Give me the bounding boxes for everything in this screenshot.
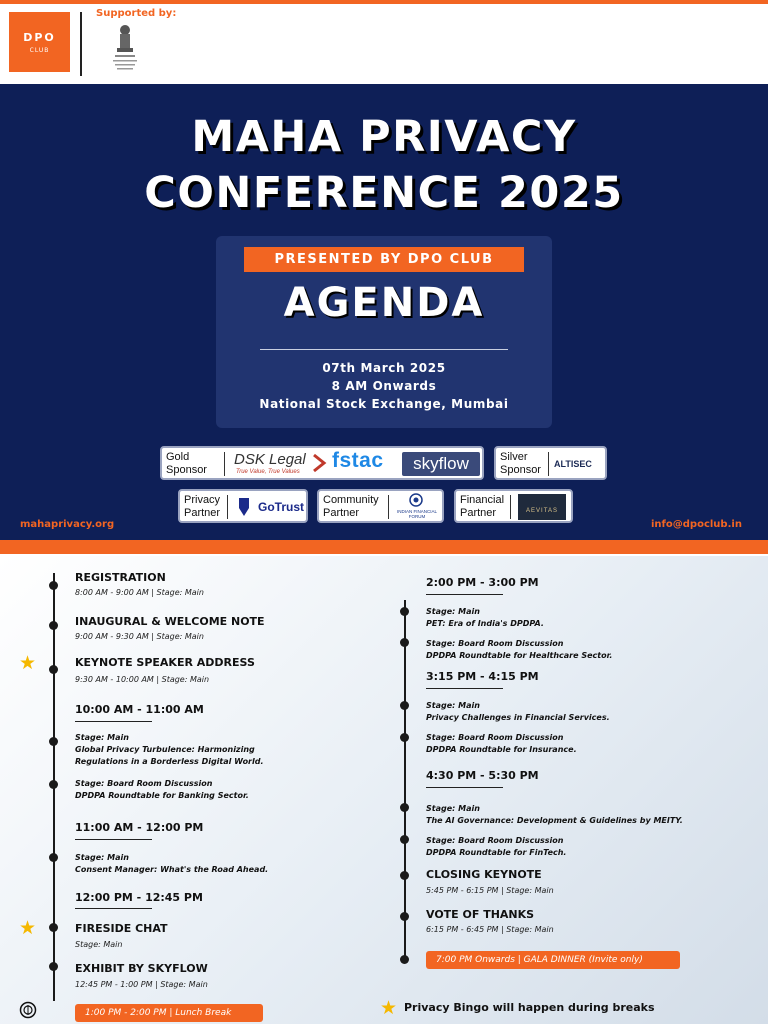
gold-sponsor-label: Gold Sponsor <box>166 451 207 476</box>
session-stage: Stage: Board Room Discussion <box>426 733 564 742</box>
slot-underline <box>426 787 503 788</box>
event-venue: National Stock Exchange, Mumbai <box>259 397 509 411</box>
session-title: The AI Governance: Development & Guidelines by MEITY. <box>426 816 683 825</box>
slot-time: 11:00 AM - 12:00 PM <box>75 821 204 834</box>
agenda-heading: AGENDA <box>283 280 485 326</box>
closing-keynote-title: CLOSING KEYNOTE <box>426 868 542 881</box>
fireside-stage: Stage: Main <box>75 940 123 949</box>
star-icon: ★ <box>19 917 37 939</box>
conference-title-line1: MAHA PRIVACY <box>191 112 577 162</box>
community-partner-box <box>317 489 444 523</box>
sponsor-divider <box>510 495 511 519</box>
session-title: DPDPA Roundtable for Healthcare Sector. <box>426 651 613 660</box>
star-icon: ★ <box>380 997 398 1019</box>
registration-title: REGISTRATION <box>75 571 166 584</box>
sponsor-divider <box>388 495 389 519</box>
silver-sponsor-label: Silver Sponsor <box>500 451 541 476</box>
session-stage: Stage: Main <box>426 701 480 710</box>
session-title: DPDPA Roundtable for Banking Sector. <box>75 791 249 800</box>
timeline-dot <box>49 737 58 746</box>
dsk-legal-tagline: True Value, True Values <box>236 469 300 475</box>
keynote-time: 9:30 AM - 10:00 AM | Stage: Main <box>75 675 210 684</box>
slot-underline <box>426 594 503 595</box>
inaugural-title: INAUGURAL & WELCOME NOTE <box>75 615 265 628</box>
slot-time: 12:00 PM - 12:45 PM <box>75 891 203 904</box>
slot-time: 2:00 PM - 3:00 PM <box>426 576 539 589</box>
dsk-legal-logo: DSK Legal <box>234 451 306 468</box>
community-partner-label: Community Partner <box>323 494 379 519</box>
card-divider <box>260 349 508 350</box>
gold-sponsor-box <box>160 446 484 480</box>
email-link[interactable]: info@dpoclub.in <box>651 519 742 530</box>
timeline-dot <box>400 955 409 964</box>
vote-of-thanks-time: 6:15 PM - 6:45 PM | Stage: Main <box>426 925 554 934</box>
presented-by-badge: PRESENTED BY DPO CLUB <box>244 247 524 272</box>
exhibit-title: EXHIBIT BY SKYFLOW <box>75 962 208 975</box>
session-title: DPDPA Roundtable for FinTech. <box>426 848 567 857</box>
timeline-dot <box>49 581 58 590</box>
timeline-dot <box>400 871 409 880</box>
timeline-dot <box>49 780 58 789</box>
fstac-logo: fstac <box>332 449 384 472</box>
timeline-dot <box>49 853 58 862</box>
dsk-chevron-icon <box>312 453 328 473</box>
session-stage: Stage: Board Room Discussion <box>426 836 564 845</box>
slot-time: 3:15 PM - 4:15 PM <box>426 670 539 683</box>
privacy-bingo-note: Privacy Bingo will happen during breaks <box>404 1001 655 1014</box>
session-title: Global Privacy Turbulence: Harmonizing <box>75 745 255 754</box>
timeline-dot <box>49 962 58 971</box>
financial-partner-label: Financial Partner <box>460 494 505 519</box>
sponsor-divider <box>227 495 228 519</box>
fireside-title: FIRESIDE CHAT <box>75 922 168 935</box>
privacy-partner-box <box>178 489 308 523</box>
lunch-icon <box>19 1001 37 1019</box>
logo-bottom-text: CLUB <box>29 47 50 54</box>
privacy-partner-label: Privacy Partner <box>184 494 221 519</box>
logo-top-text: DPO <box>23 31 56 44</box>
timeline-dot <box>49 923 58 932</box>
timeline-dot <box>400 912 409 921</box>
timeline-dot <box>49 621 58 630</box>
header-divider <box>80 12 82 76</box>
conference-title-line2: CONFERENCE 2025 <box>144 168 624 218</box>
timeline-dot <box>400 638 409 647</box>
supported-by-label: Supported by: <box>96 8 177 19</box>
session-title: PET: Era of India's DPDPA. <box>426 619 544 628</box>
dpo-club-logo <box>9 12 70 72</box>
slot-underline <box>426 688 503 689</box>
registration-time: 8:00 AM - 9:00 AM | Stage: Main <box>75 588 204 597</box>
session-title: Regulations in a Borderless Digital World. <box>75 757 264 766</box>
website-link[interactable]: mahaprivacy.org <box>20 519 115 530</box>
session-stage: Stage: Main <box>75 733 129 742</box>
session-title: Consent Manager: What's the Road Ahead. <box>75 865 269 874</box>
orange-divider-strip <box>0 540 768 554</box>
session-title: DPDPA Roundtable for Insurance. <box>426 745 577 754</box>
slot-time: 10:00 AM - 11:00 AM <box>75 703 204 716</box>
session-stage: Stage: Main <box>75 853 129 862</box>
silver-sponsor-box <box>494 446 607 480</box>
exhibit-time: 12:45 PM - 1:00 PM | Stage: Main <box>75 980 208 989</box>
event-date: 07th March 2025 <box>322 361 446 375</box>
session-stage: Stage: Main <box>426 804 480 813</box>
altisec-logo: ALTISEC <box>554 459 592 469</box>
financial-partner-box <box>454 489 573 523</box>
slot-time: 4:30 PM - 5:30 PM <box>426 769 539 782</box>
indian-financial-forum-icon <box>409 493 423 507</box>
government-emblem-icon <box>110 22 140 74</box>
slot-underline <box>75 908 152 909</box>
gotrust-icon <box>236 496 252 518</box>
slot-underline <box>75 721 152 722</box>
gala-dinner-pill: 7:00 PM Onwards | GALA DINNER (Invite only) <box>426 951 680 969</box>
aevitas-logo: AEVITAS <box>518 494 566 520</box>
gotrust-logo: GoTrust <box>258 500 305 514</box>
sponsor-divider <box>224 452 225 476</box>
timeline-dot <box>400 607 409 616</box>
keynote-title: KEYNOTE SPEAKER ADDRESS <box>75 656 255 669</box>
event-time: 8 AM Onwards <box>331 379 437 393</box>
timeline-dot <box>400 803 409 812</box>
session-stage: Stage: Board Room Discussion <box>426 639 564 648</box>
sponsor-divider <box>548 452 549 476</box>
indian-financial-forum-logo: INDIAN FINANCIAL FORUM <box>396 509 437 519</box>
session-stage: Stage: Board Room Discussion <box>75 779 213 788</box>
session-title: Privacy Challenges in Financial Services. <box>426 713 610 722</box>
slot-underline <box>75 839 152 840</box>
lunch-break-pill: 1:00 PM - 2:00 PM | Lunch Break <box>75 1004 263 1022</box>
closing-keynote-time: 5:45 PM - 6:15 PM | Stage: Main <box>426 886 554 895</box>
timeline-dot <box>400 733 409 742</box>
session-stage: Stage: Main <box>426 607 480 616</box>
timeline-dot <box>400 701 409 710</box>
inaugural-time: 9:00 AM - 9:30 AM | Stage: Main <box>75 632 204 641</box>
skyflow-logo: skyflow <box>402 452 480 476</box>
timeline-dot <box>400 835 409 844</box>
vote-of-thanks-title: VOTE OF THANKS <box>426 908 535 921</box>
right-timeline <box>404 600 406 960</box>
star-icon: ★ <box>19 652 37 674</box>
timeline-dot <box>49 665 58 674</box>
